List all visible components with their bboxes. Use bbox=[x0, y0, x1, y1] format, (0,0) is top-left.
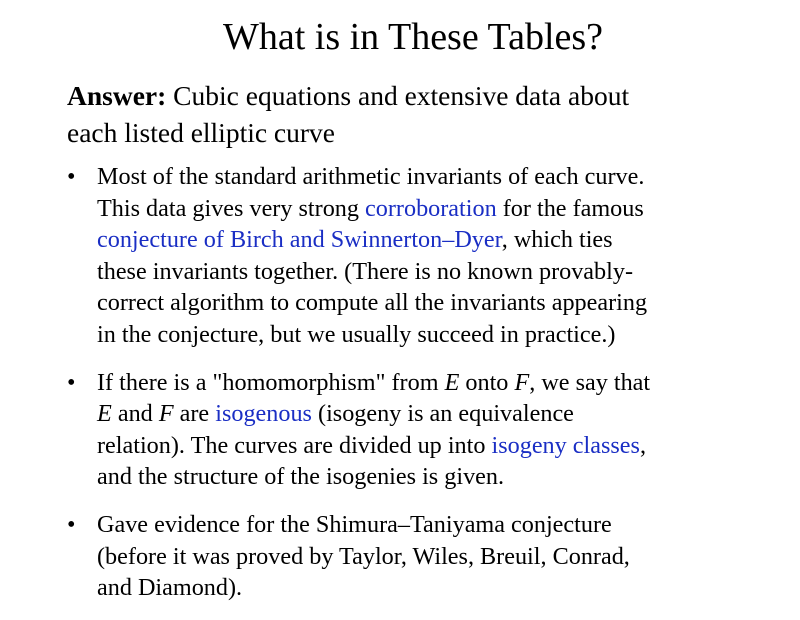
bullet-line: correct algorithm to compute all the invariants appearing bbox=[97, 289, 648, 317]
text-span: and bbox=[111, 400, 159, 428]
bullet-isogeny bbox=[67, 367, 787, 493]
text-span: (isogeny is an equivalence bbox=[311, 400, 574, 428]
bullet-line: Gave evidence for the Shimura–Taniyama conjecture bbox=[97, 510, 612, 538]
link-corroboration[interactable]: corroboration bbox=[365, 194, 497, 222]
bullet-line bbox=[97, 193, 787, 225]
bullet-line: in the conjecture, but we usually succeed in practice.) bbox=[97, 320, 616, 348]
link-isogeny-classes[interactable]: isogeny classes bbox=[491, 431, 640, 459]
math-f: F bbox=[158, 400, 174, 428]
link-isogenous[interactable]: isogenous bbox=[215, 400, 312, 428]
answer-line-2: each listed elliptic curve bbox=[67, 117, 336, 148]
bullet-line: and the structure of the isogenies is given. bbox=[97, 463, 505, 491]
bullet-line bbox=[97, 367, 787, 399]
link-birch-swinnerton-dyer[interactable]: conjecture of Birch and Swinnerton–Dyer bbox=[97, 226, 502, 254]
bullet-line: these invariants together. (There is no known provably- bbox=[97, 257, 634, 285]
slide-title: What is in These Tables? bbox=[222, 16, 604, 58]
bullet-icon: • bbox=[67, 368, 76, 396]
text-span: , we say that bbox=[529, 368, 651, 396]
text-span: This data gives very strong bbox=[97, 194, 366, 222]
bullet-invariants bbox=[67, 161, 787, 351]
text-span: , bbox=[639, 431, 647, 459]
bullet-line bbox=[97, 398, 787, 430]
bullet-line: and Diamond). bbox=[97, 574, 243, 602]
bullet-shimura-taniyama bbox=[67, 509, 787, 604]
answer-line-1 bbox=[67, 77, 787, 114]
math-f: F bbox=[514, 368, 530, 396]
math-e: E bbox=[97, 400, 112, 428]
text-span: relation). The curves are divided up into bbox=[97, 431, 492, 459]
bullet-icon: • bbox=[67, 510, 76, 538]
bullet-icon: • bbox=[67, 163, 76, 190]
math-e: E bbox=[444, 368, 460, 396]
bullet-line bbox=[97, 430, 787, 462]
bullet-line: Most of the standard arithmetic invariants of each curve. bbox=[97, 163, 645, 190]
bullet-line: (before it was proved by Taylor, Wiles, Breuil, Conrad, bbox=[97, 542, 630, 570]
bullet-line bbox=[97, 224, 787, 256]
answer-text-1: Cubic equations and extensive data about bbox=[166, 80, 630, 111]
answer-label: Answer: bbox=[67, 80, 167, 111]
answer-paragraph bbox=[67, 77, 787, 151]
text-span: are bbox=[173, 400, 216, 428]
text-span: , which ties bbox=[501, 226, 613, 254]
text-span: If there is a "homomorphism" from bbox=[97, 368, 445, 396]
bullet-list bbox=[67, 161, 787, 620]
text-span: for the famous bbox=[496, 194, 644, 222]
text-span: onto bbox=[459, 368, 515, 396]
